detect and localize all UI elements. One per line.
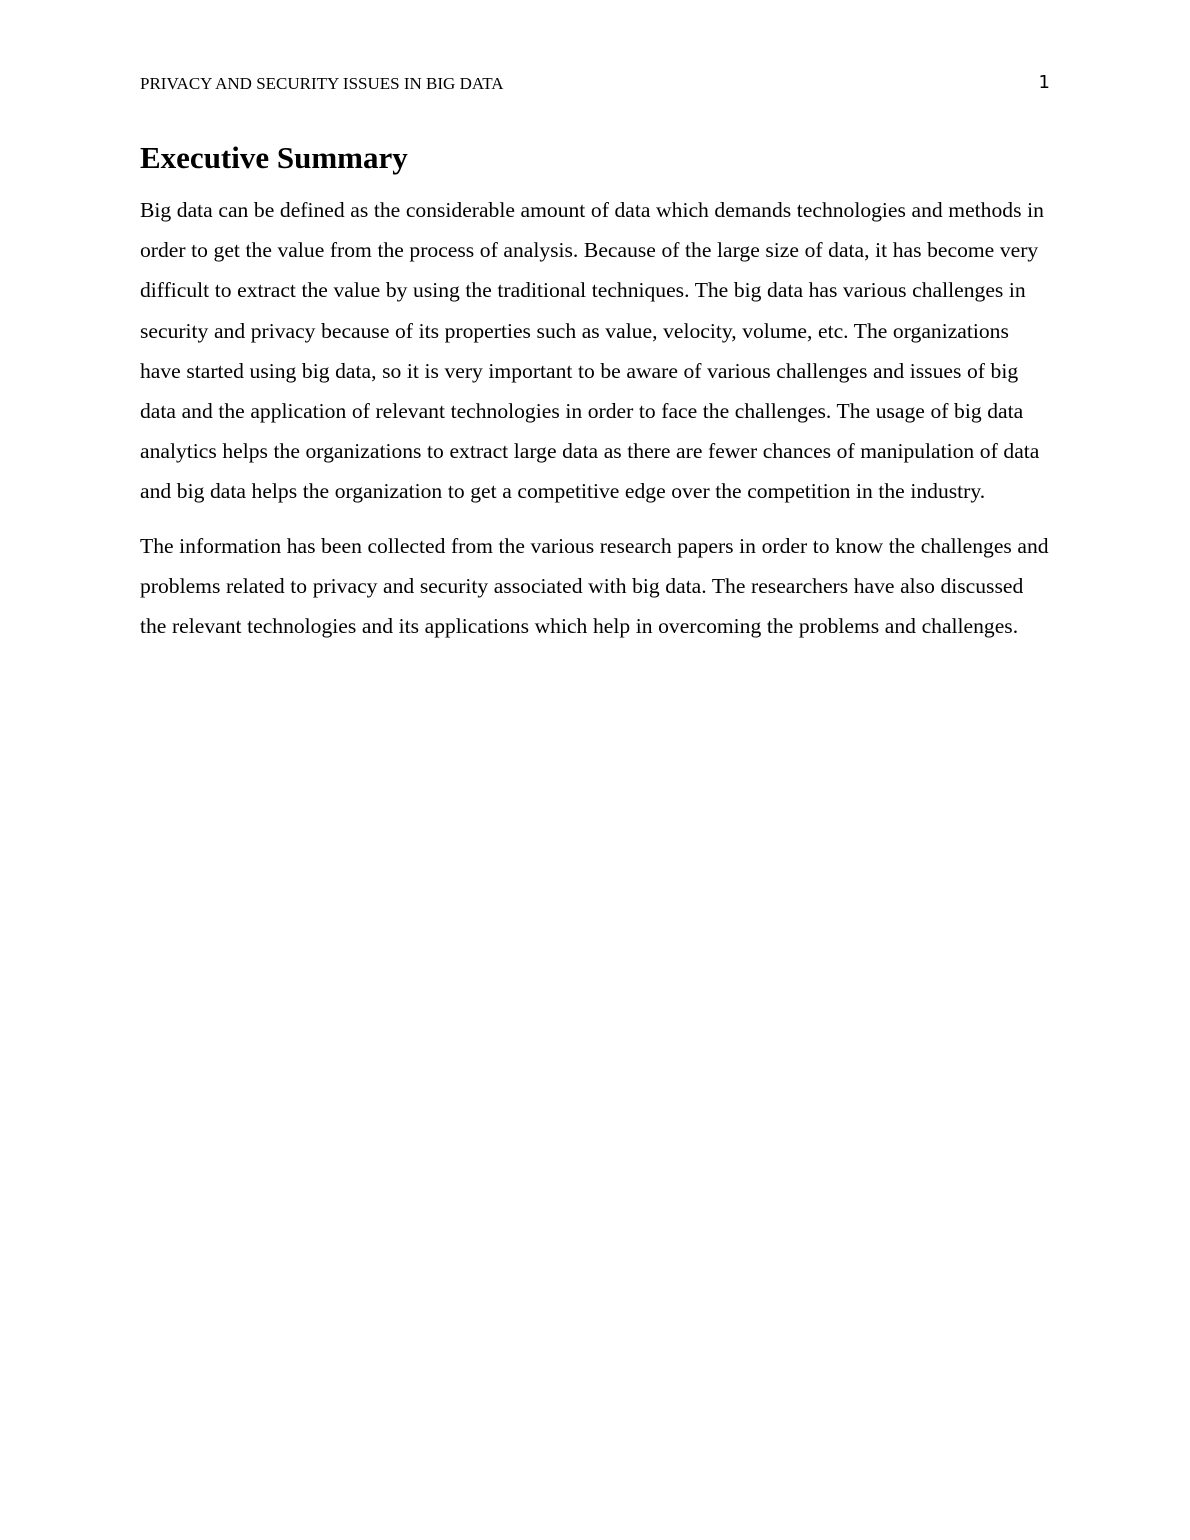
section-title: Executive Summary — [140, 140, 408, 175]
paragraph: The information has been collected from the various research papers in order to know the challenges and problems related to privacy and security associated with big data. The researchers have also discussed the relevant technologies and its applications which help in overcoming the problems and challenges. — [140, 533, 1049, 639]
document-body — [140, 136, 1050, 646]
paragraph: Big data can be defined as the considerable amount of data which demands technologies and methods in order to get the value from the process of analysis. Because of the large size of data, it has become very difficult to extract the value by using the traditional techniques. The big data has various challenges in security and privacy because of its properties such as value, velocity, volume, etc. The organizations have started using big data, so it is very important to be aware of various challenges and issues of big data and the application of relevant technologies in order to face the challenges. The usage of big data analytics helps the organizations to extract large data as there are fewer chances of manipulation of data and big data helps the organization to get a competitive edge over the competition in the industry. — [140, 198, 1044, 504]
running-head: PRIVACY AND SECURITY ISSUES IN BIG DATA — [140, 74, 504, 93]
page-number: 1 — [1038, 72, 1050, 93]
